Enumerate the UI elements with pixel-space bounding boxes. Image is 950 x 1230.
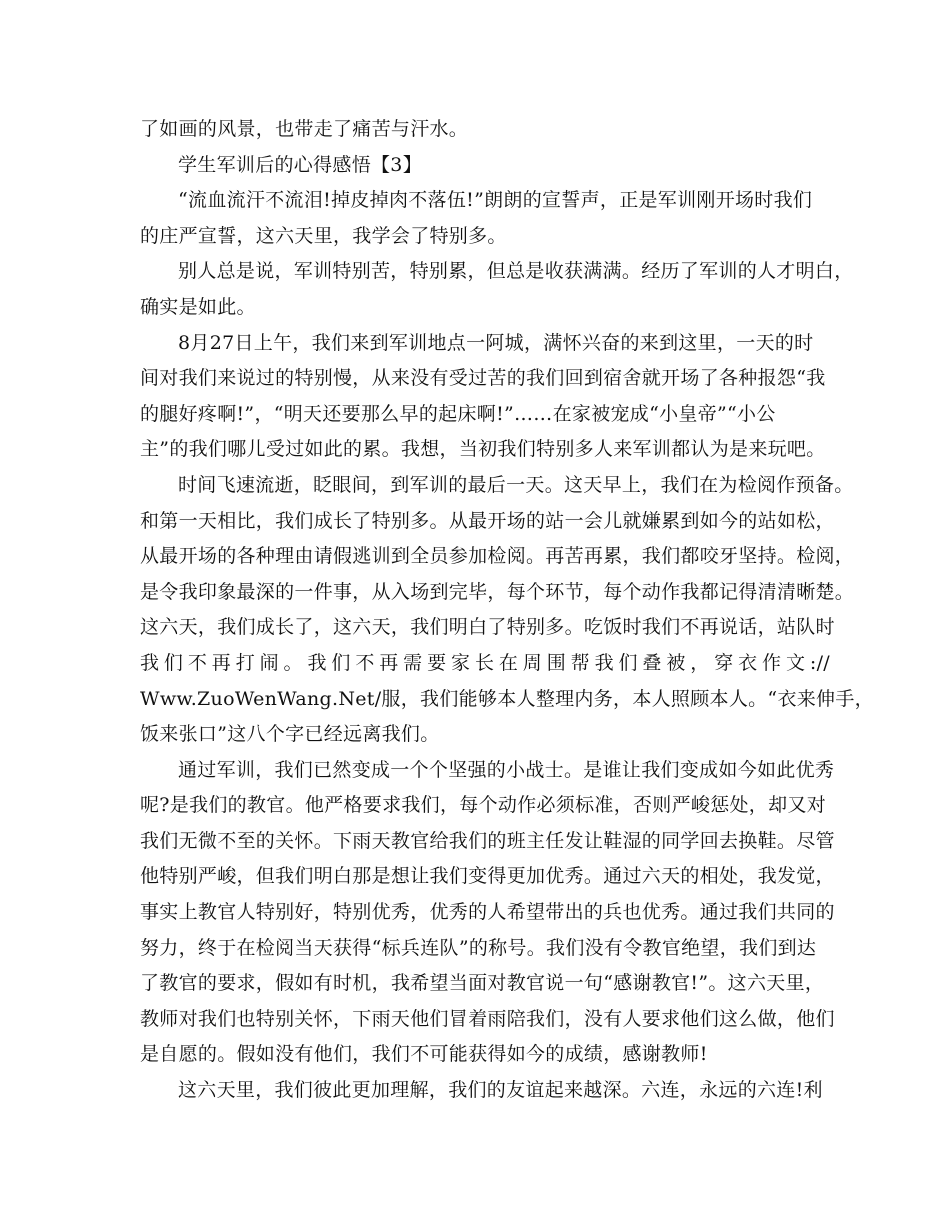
text-line: 饭来张口”这八个字已经远离我们。 <box>140 723 440 746</box>
text-line: 通过军训，我们已然变成一个个坚强的小战士。是谁让我们变成如今如此优秀 <box>178 758 835 781</box>
text-line: 别人总是说，军训特别苦，特别累，但总是收获满满。经历了军训的人才明白， <box>178 260 854 283</box>
text-line: 间对我们来说过的特别慢，从来没有受过苦的我们回到宿舍就开场了各种报怨“我 <box>140 367 826 390</box>
text-line: 是自愿的。假如没有他们，我们不可能获得如今的成绩，感谢教师! <box>140 1043 708 1066</box>
text-line: 努力，终于在检阅当天获得“标兵连队”的称号。我们没有令教官绝望，我们到达 <box>140 936 817 959</box>
text-line: 和第一天相比，我们成长了特别多。从最开场的站一会儿就嫌累到如今的站如松， <box>140 509 835 532</box>
text-line: 确实是如此。 <box>140 295 256 318</box>
text-line: 这六天里，我们彼此更加理解，我们的友谊起来越深。六连，永远的六连!利 <box>178 1079 823 1102</box>
text-line: 是令我印象最深的一件事，从入场到完毕，每个环节，每个动作我都记得清清晰楚。 <box>140 580 855 603</box>
text-line: 他特别严峻，但我们明白那是想让我们变得更加优秀。通过六天的相处，我发觉， <box>140 865 835 888</box>
text-line: 的庄严宣誓，这六天里，我学会了特别多。 <box>140 224 507 247</box>
text-line: 的腿好疼啊!”，“明天还要那么早的起床啊!”……在家被宠成“小皇帝”“小公 <box>140 402 776 425</box>
text-line: 从最开场的各种理由请假逃训到全员参加检阅。再苦再累，我们都咬牙坚持。检阅， <box>140 545 855 568</box>
text-line: 了如画的风景，也带走了痛苦与汗水。 <box>140 118 469 140</box>
text-line: 主”的我们哪儿受过如此的累。我想，当初我们特别多人来军训都认为是来玩吧。 <box>140 438 826 461</box>
text-line: 时间飞速流逝，眨眼间，到军训的最后一天。这天早上，我们在为检阅作预备。 <box>178 473 854 496</box>
text-line: 事实上教官人特别好，特别优秀，优秀的人希望带出的兵也优秀。通过我们共同的 <box>140 901 835 924</box>
text-line: 我们不再打闹。我们不再需要家长在周围帮我们叠被，穿衣作文:// <box>140 651 830 674</box>
text-line: 这六天，我们成长了，这六天，我们明白了特别多。吃饭时我们不再说话，站队时 <box>140 616 835 639</box>
section-heading: 学生军训后的心得感悟【3】 <box>178 153 422 176</box>
document-body <box>140 112 874 1109</box>
text-line: Www.ZuoWenWang.Net/服，我们能够本人整理内务，本人照顾本人。“衣来伸手， <box>140 687 874 710</box>
text-line: 了教官的要求，假如有时机，我希望当面对教官说一句“感谢教官!”。这六天里， <box>140 972 825 995</box>
text-line: 呢?是我们的教官。他严格要求我们，每个动作必须标准，否则严峻惩处，却又对 <box>140 794 826 817</box>
text-line: “流血流汗不流泪!掉皮掉肉不落伍!”朗朗的宣誓声，正是军训刚开场时我们 <box>178 189 813 212</box>
text-line: 我们无微不至的关怀。下雨天教官给我们的班主任发让鞋湿的同学回去换鞋。尽管 <box>140 829 835 852</box>
text-line: 教师对我们也特别关怀，下雨天他们冒着雨陪我们，没有人要求他们这么做，他们 <box>140 1007 835 1030</box>
text-line: 8月27日上午，我们来到军训地点一阿城，满怀兴奋的来到这里，一天的时 <box>178 331 814 354</box>
